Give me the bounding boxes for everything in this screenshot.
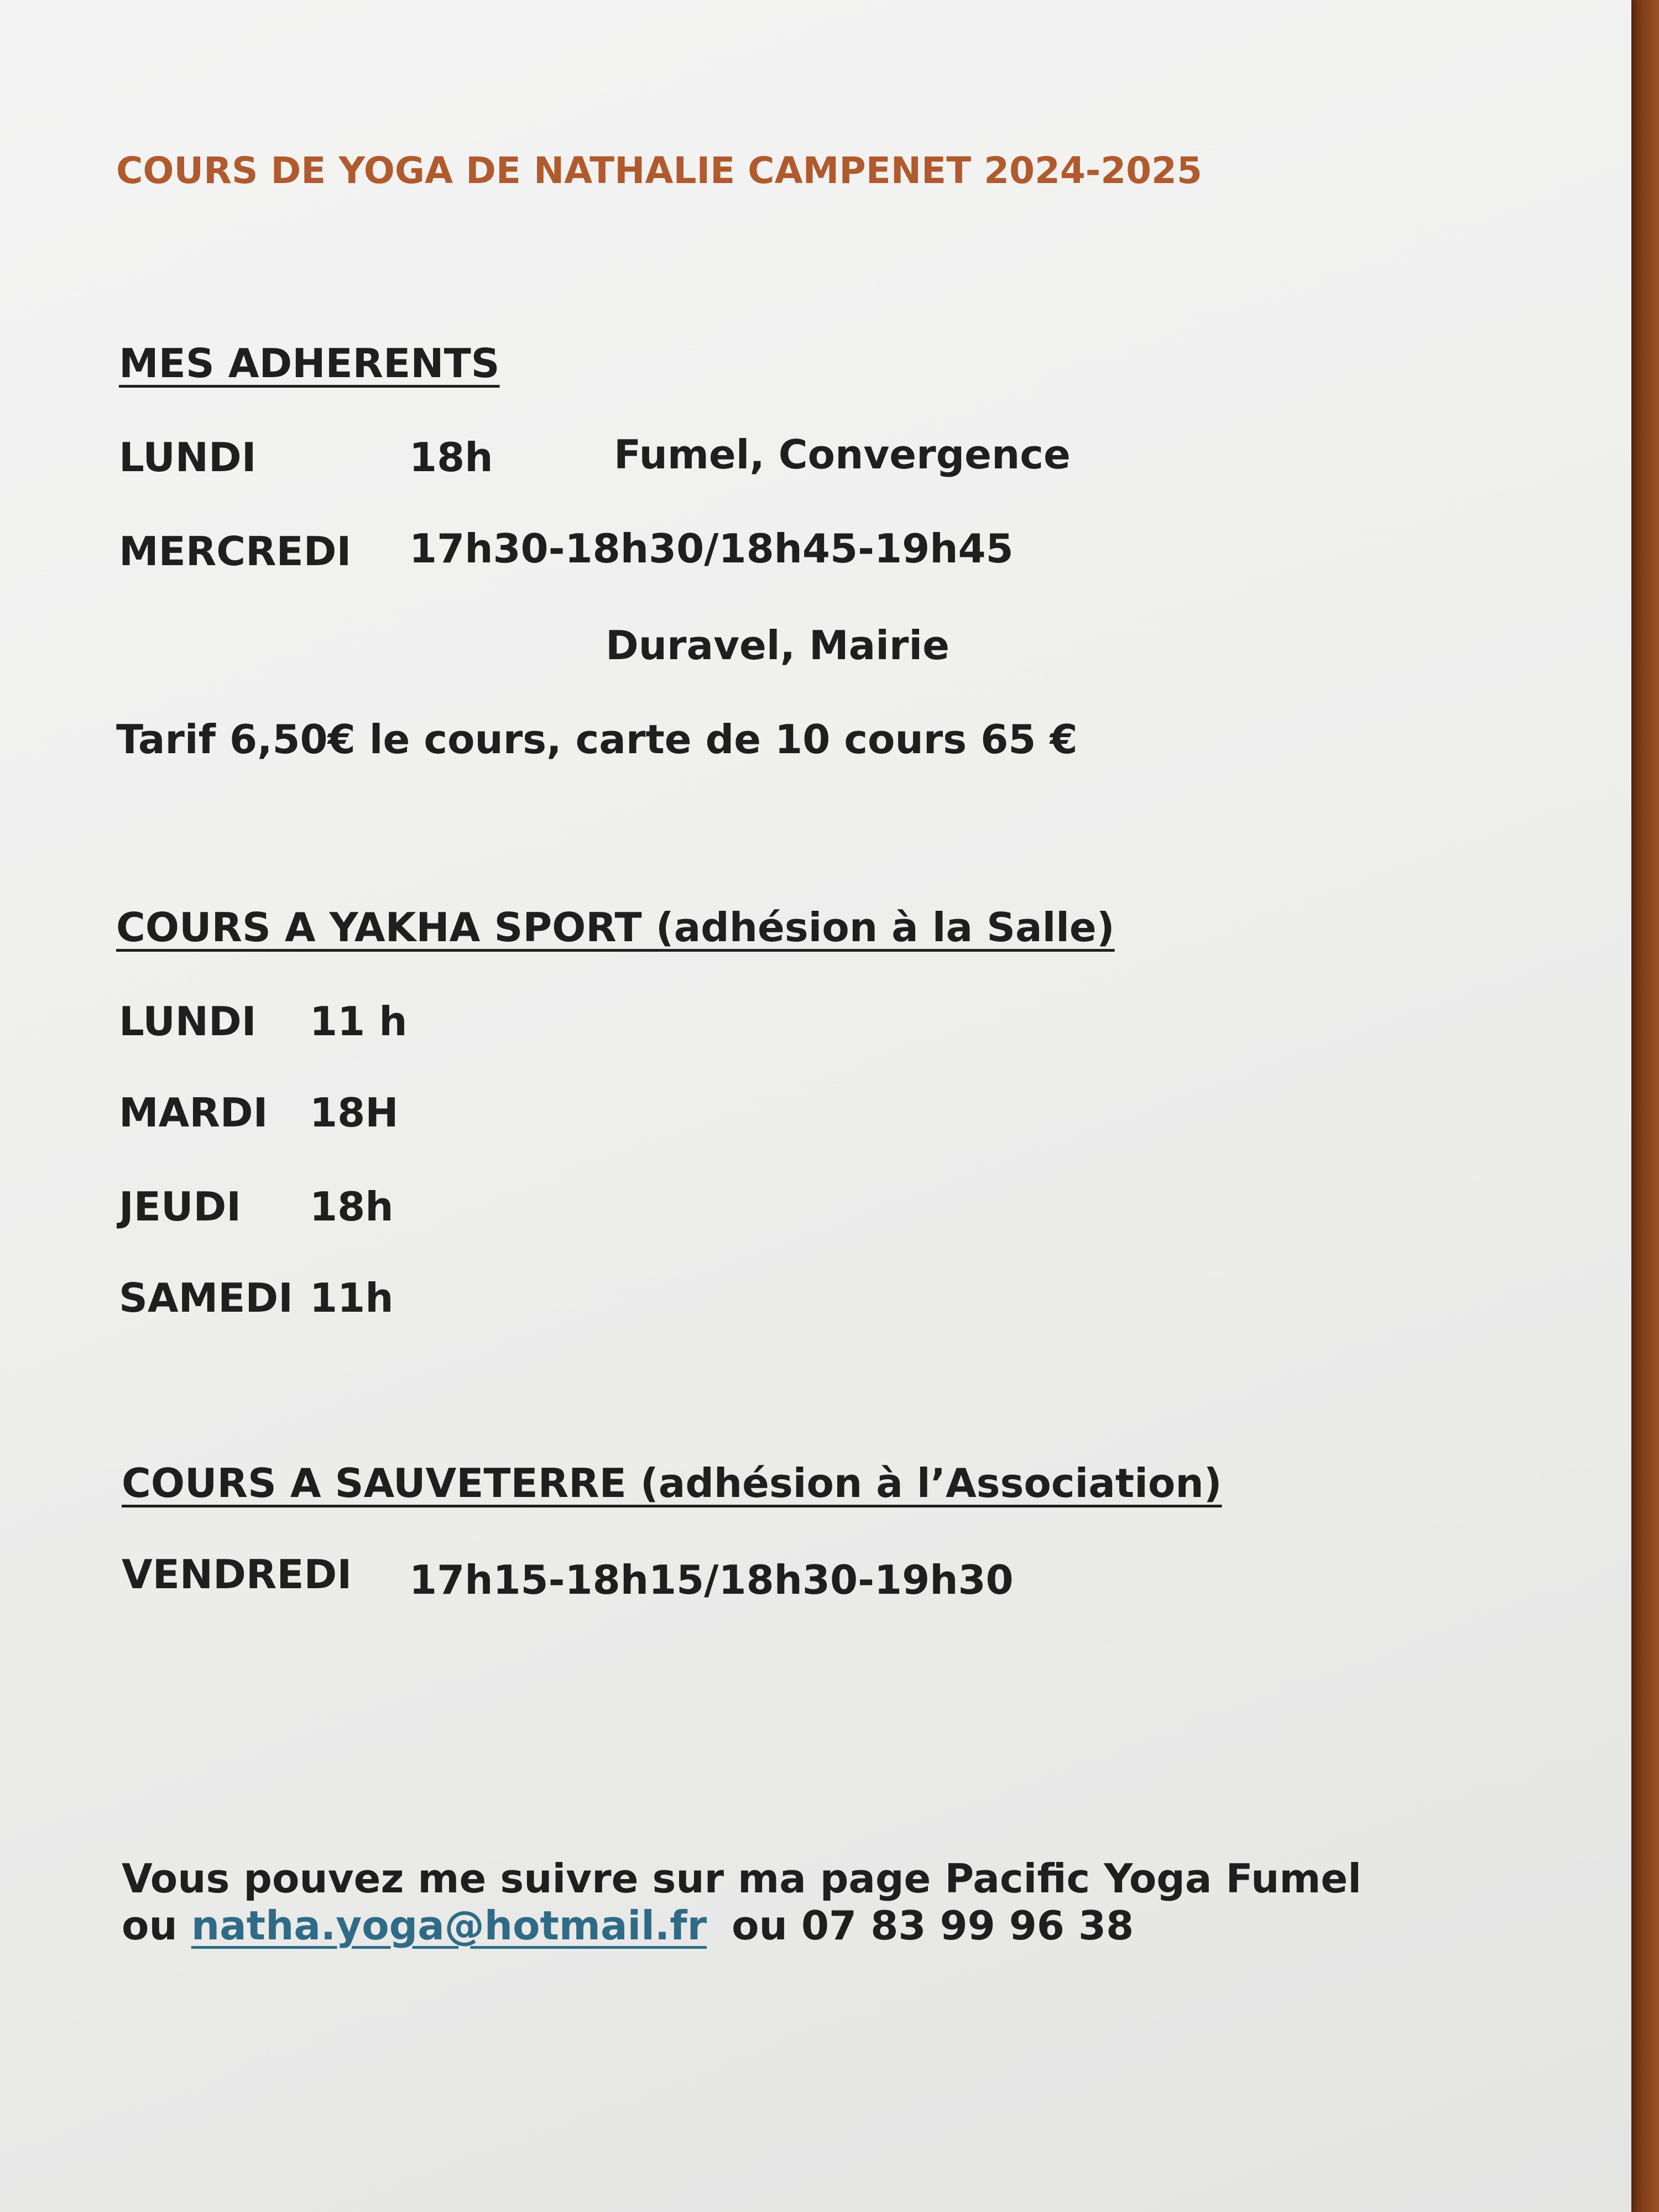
adherents-lundi-day: LUNDI xyxy=(119,434,257,481)
adherents-mercredi-day: MERCREDI xyxy=(119,528,352,575)
yakha-heading: COURS A YAKHA SPORT (adhésion à la Salle) xyxy=(116,904,1115,951)
footer-prefix: ou xyxy=(122,1902,178,1949)
yakha-row-samedi-day: SAMEDI xyxy=(119,1275,293,1321)
adherents-mercredi-time: 17h30-18h30/18h45-19h45 xyxy=(409,525,1014,572)
page-title: COURS DE YOGA DE NATHALIE CAMPENET 2024-2025 xyxy=(116,149,1202,192)
adherents-lundi-time: 18h xyxy=(409,434,493,481)
adherents-tarif: Tarif 6,50€ le cours, carte de 10 cours 65 € xyxy=(116,716,1078,763)
adherents-lundi-place: Fumel, Convergence xyxy=(614,431,1071,478)
sauveterre-day: VENDREDI xyxy=(122,1551,352,1598)
yakha-row-samedi-time: 11h xyxy=(310,1275,394,1321)
footer-contact-line xyxy=(122,1902,1134,1949)
phone-number: ou 07 83 99 96 38 xyxy=(732,1902,1134,1949)
yakha-row-jeudi-day: JEUDI xyxy=(119,1183,241,1230)
yakha-row-lundi-day: LUNDI xyxy=(119,998,257,1045)
yakha-row-jeudi-time: 18h xyxy=(310,1183,394,1230)
footer-follow-text: Vous pouvez me suivre sur ma page Pacific Yoga Fumel xyxy=(122,1855,1361,1902)
yakha-row-lundi-time: 11 h xyxy=(310,998,408,1045)
adherents-heading: MES ADHERENTS xyxy=(119,340,500,387)
sauveterre-heading: COURS A SAUVETERRE (adhésion à l’Association) xyxy=(122,1460,1222,1506)
yakha-row-mardi-day: MARDI xyxy=(119,1089,268,1136)
email-link[interactable]: natha.yoga@hotmail.fr xyxy=(191,1902,707,1949)
yakha-row-mardi-time: 18H xyxy=(310,1089,399,1136)
adherents-mercredi-place: Duravel, Mairie xyxy=(606,622,950,669)
sauveterre-time: 17h15-18h15/18h30-19h30 xyxy=(409,1557,1014,1603)
